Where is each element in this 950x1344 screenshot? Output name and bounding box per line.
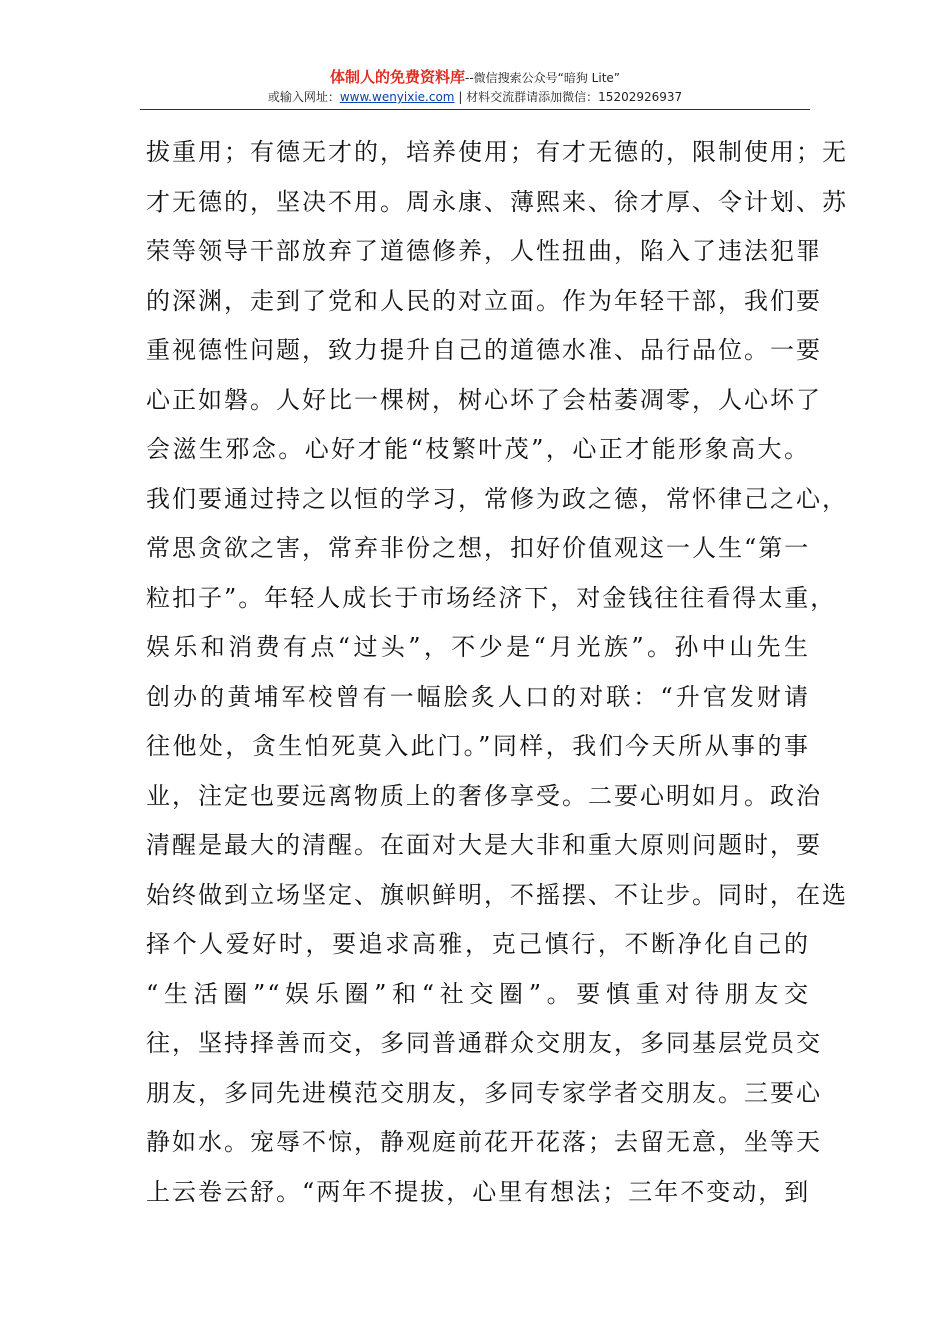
text-line: 常思贪欲之害，常弃非份之想，扣好价值观这一人生“第一	[146, 534, 811, 562]
text-line: 心正如磐。人好比一棵树，树心坏了会枯萎凋零，人心坏了	[146, 385, 822, 414]
contact-info: | 材料交流群请添加微信：15202926937	[454, 90, 683, 104]
text-line: 重视德性问题，致力提升自己的道德水准、品行品位。一要	[146, 336, 822, 364]
header-contact-line	[0, 89, 950, 105]
text-line: 上云卷云舒。“两年不提拔，心里有想法；三年不变动，到	[146, 1177, 811, 1206]
wechat-tagline: --微信搜索公众号“暗狗 Lite”	[464, 71, 621, 85]
page-header	[0, 68, 950, 105]
document-body	[146, 128, 848, 1217]
text-line: 始终做到立场坚定、旗帜鲜明，不摇摆、不让步。同时，在选	[146, 880, 848, 909]
url-prefix: 或输入网址：	[267, 90, 340, 104]
text-line: 娱乐和消费有点“过头”，不少是“月光族”。孙中山先生	[146, 633, 810, 661]
text-line: 业，注定也要远离物质上的奢侈享受。二要心明如月。政治	[146, 781, 822, 810]
text-line: 往，坚持择善而交，多同普通群众交朋友，多同基层党员交	[146, 1029, 822, 1057]
text-line: 我们要通过持之以恒的学习，常修为政之德，常怀律己之心，	[146, 484, 848, 513]
text-line: 会滋生邪念。心好才能“枝繁叶茂”，心正才能形象高大。	[146, 435, 810, 463]
text-line: 择个人爱好时，要追求高雅，克己慎行，不断净化自己的	[146, 930, 810, 958]
brand-title: 体制人的免费资料库	[329, 68, 465, 86]
header-title-line	[0, 68, 950, 87]
text-line: 拔重用；有德无才的，培养使用；有才无德的，限制使用；无	[146, 138, 848, 166]
text-line: 静如水。宠辱不惊，静观庭前花开花落；去留无意，坐等天	[146, 1128, 822, 1156]
text-line: 创办的黄埔军校曾有一幅脍炙人口的对联：“升官发财请	[146, 682, 810, 711]
text-line: 的深渊，走到了党和人民的对立面。作为年轻干部，我们要	[146, 286, 822, 315]
text-line: 朋友，多同先进模范交朋友，多同专家学者交朋友。三要心	[146, 1078, 822, 1107]
text-line: 才无德的，坚决不用。周永康、薄熙来、徐才厚、令计划、苏	[146, 187, 848, 216]
text-line: “生活圈”“娱乐圈”和“社交圈”。要慎重对待朋友交	[146, 979, 810, 1008]
website-link[interactable]: www.wenyixie.com	[339, 90, 455, 104]
text-line: 往他处，贪生怕死莫入此门。”同样，我们今天所从事的事	[146, 732, 810, 760]
header-divider	[140, 109, 810, 110]
text-line: 荣等领导干部放弃了道德修养，人性扭曲，陷入了违法犯罪	[146, 237, 822, 265]
text-line: 清醒是最大的清醒。在面对大是大非和重大原则问题时，要	[146, 831, 822, 859]
text-line: 粒扣子”。年轻人成长于市场经济下，对金钱往往看得太重，	[146, 583, 837, 612]
